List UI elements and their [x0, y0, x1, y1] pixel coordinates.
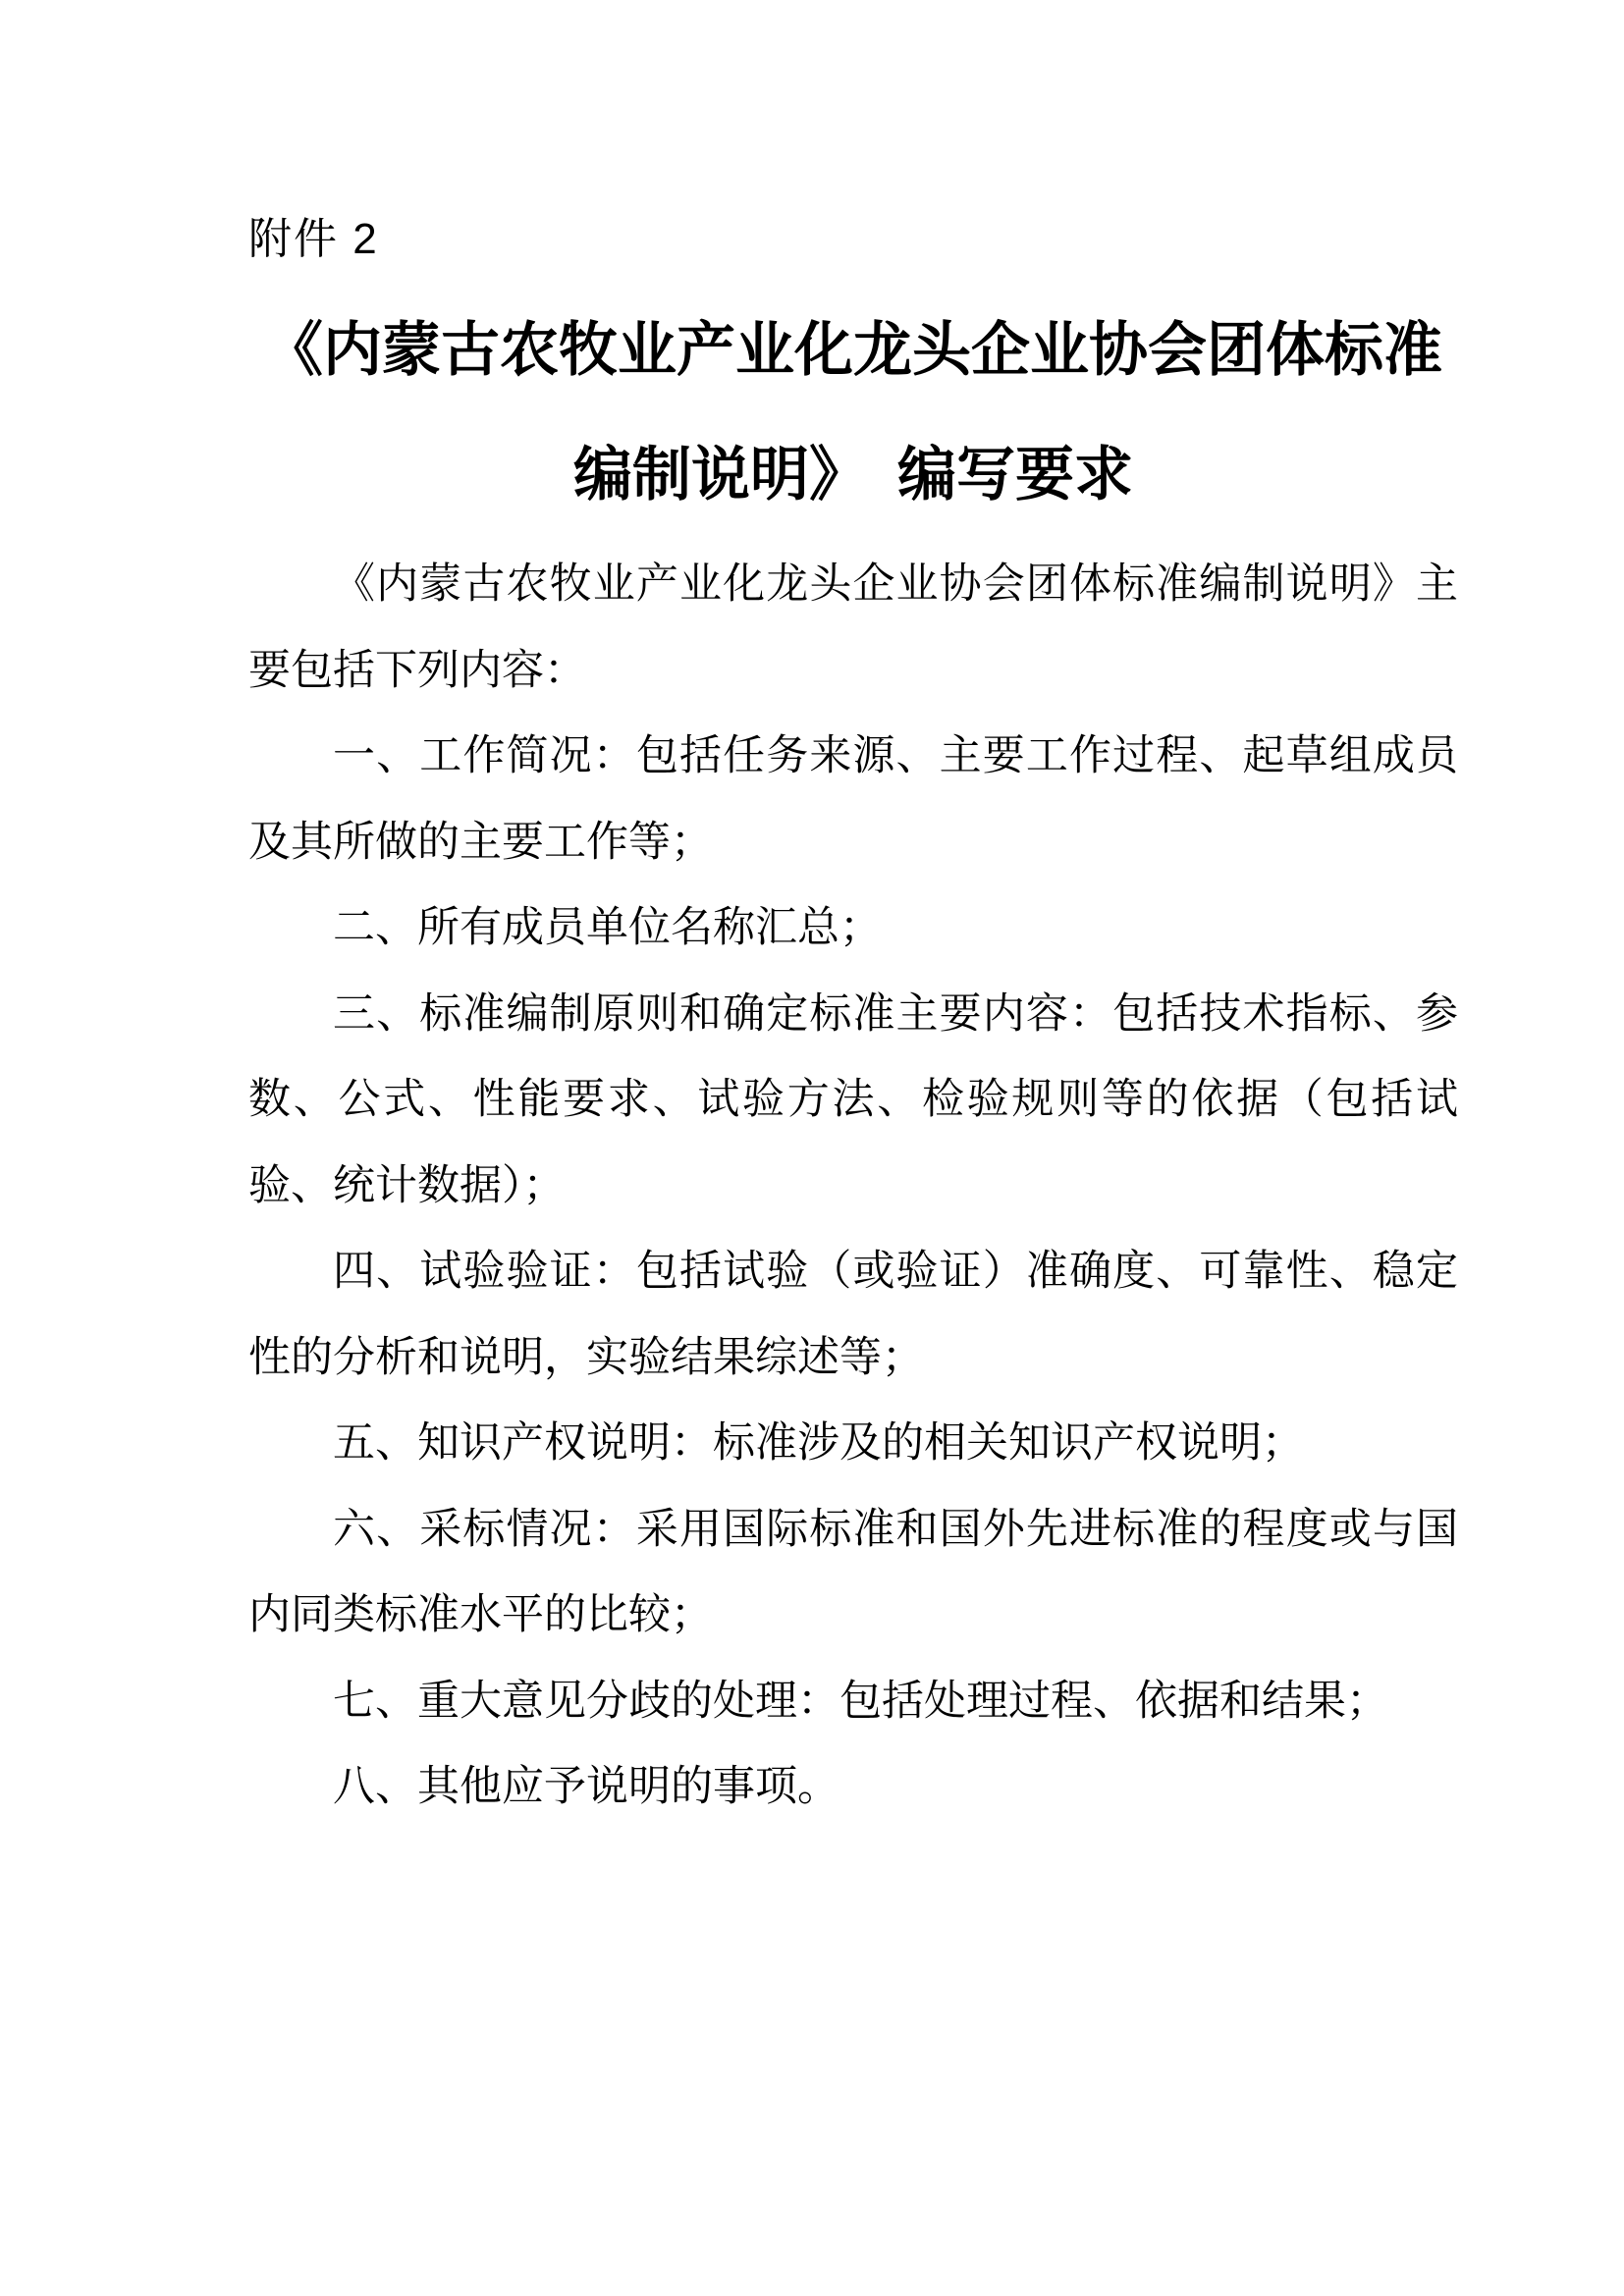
item-paragraph-1: 一、工作简况：包括任务来源、主要工作过程、起草组成员及其所做的主要工作等； [248, 733, 1458, 866]
item-paragraph-8: 八、其他应予说明的事项。 [333, 1764, 839, 1810]
title-line-1: 《内蒙古农牧业产业化龙头企业协会团体标准 [264, 318, 1442, 383]
item-paragraph-7: 七、重大意见分歧的处理：包括处理过程、依据和结果； [333, 1678, 1388, 1725]
document-body [248, 542, 1458, 1831]
item-paragraph-4: 四、试验验证：包括试验（或验证）准确度、可靠性、稳定性的分析和说明，实验结果综述等； [248, 1249, 1458, 1381]
item-paragraph-5: 五、知识产权说明：标准涉及的相关知识产权说明； [333, 1420, 1304, 1467]
item-paragraph-6: 六、采标情况：采用国际标准和国外先进标准的程度或与国内同类标准水平的比较； [248, 1506, 1458, 1638]
title-line-2: 编制说明》 编写要求 [573, 443, 1133, 507]
item-paragraph-3: 三、标准编制原则和确定标准主要内容：包括技术指标、参数、公式、性能要求、试验方法、检验规则等的依据（包括试验、统计数据）； [248, 990, 1458, 1209]
attachment-label: 附件 2 [248, 215, 379, 263]
item-paragraph-2: 二、所有成员单位名称汇总； [333, 905, 882, 951]
document-title [248, 289, 1458, 538]
intro-paragraph: 《内蒙古农牧业产业化龙头企业协会团体标准编制说明》主要包括下列内容： [248, 561, 1458, 694]
